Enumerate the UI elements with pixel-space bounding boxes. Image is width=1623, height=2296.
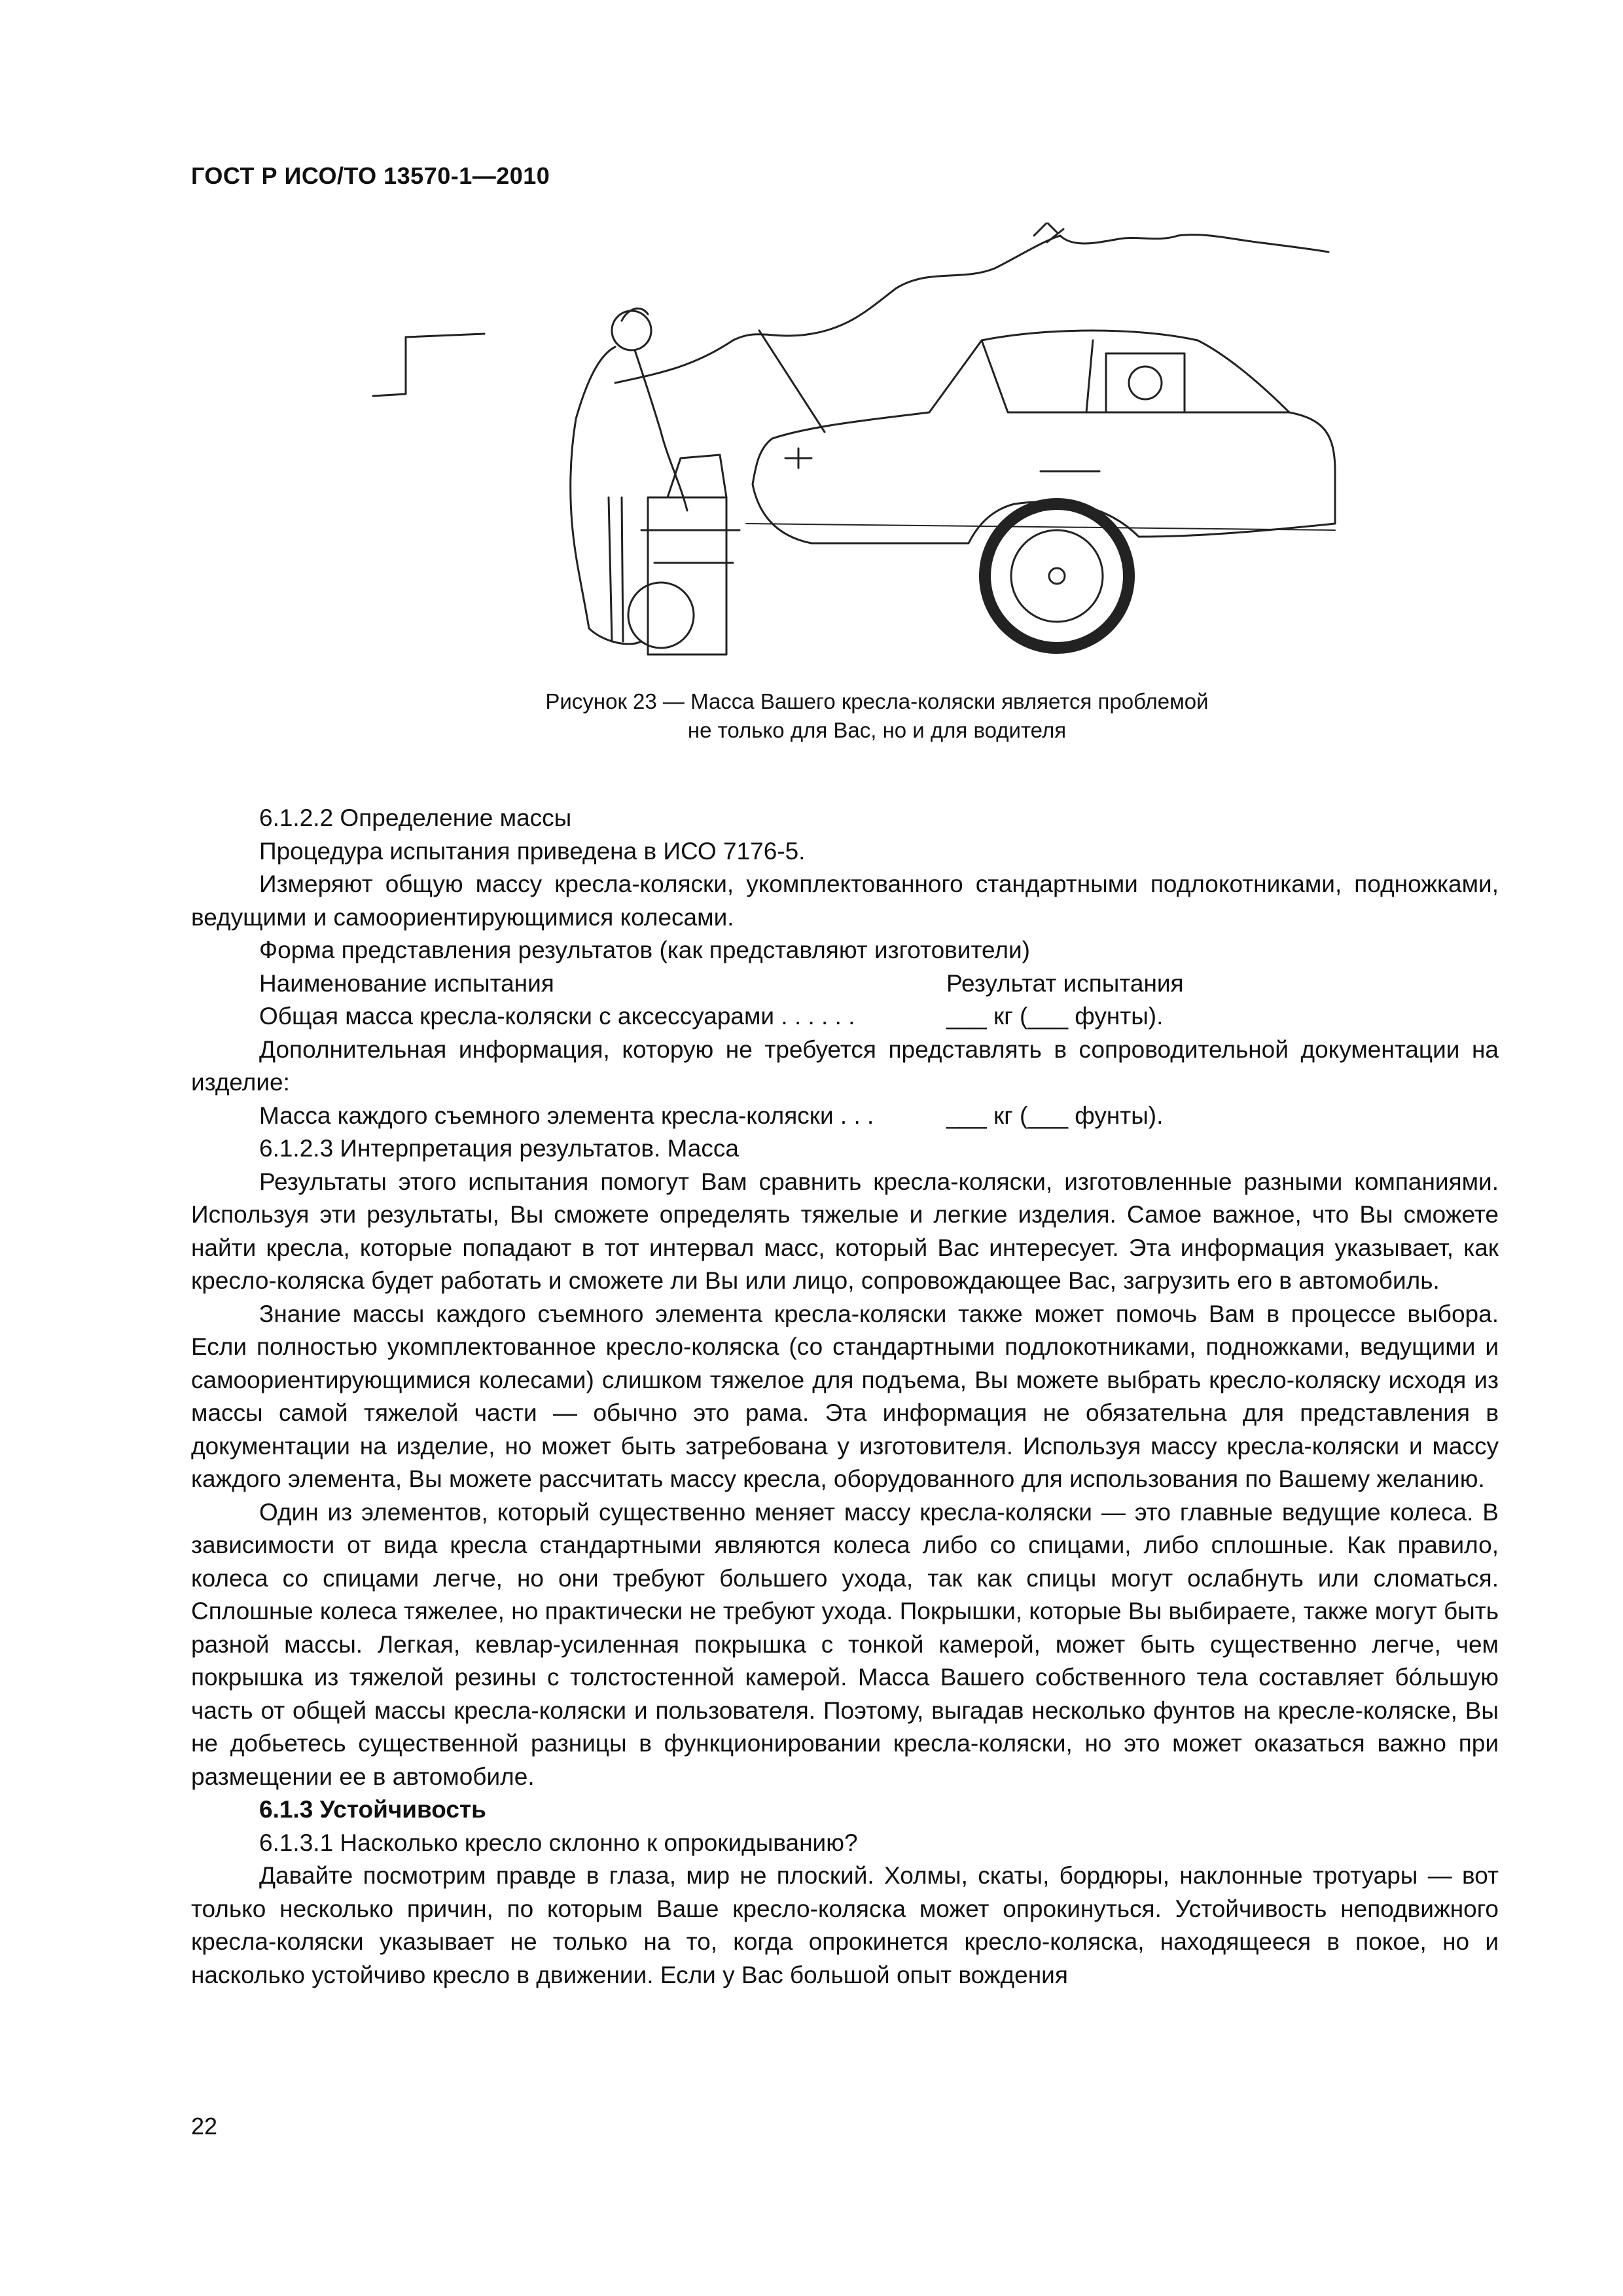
section-613-heading: 6.1.3 Устойчивость <box>259 1796 486 1823</box>
results-row-total-mass <box>191 1000 1499 1033</box>
paragraph: Измеряют общую массу кресла-коляски, укомплектованного стандартными подлокотниками, подножками, ведущими и самоориентирующимися колесами. <box>191 870 1499 931</box>
paragraph: Один из элементов, который существенно меняет массу кресла-коляски — это главные ведущие колеса. В зависимости от вида кресла стандартными являются колеса либо со спицами, либо сплошные. Как правило, колеса со спицами легче, но они требуют большего ухода, так как спицы могут ослабнуть или сломаться. Сплошные колеса тяжелее, но практически не требуют ухода. Покрышки, которые Вы выбираете, также могут быть разной массы. Легкая, кевлар-усиленная покрышка с тонкой камерой, может быть существенно легче, чем покрышка из тяжелой резины с толстостенной камерой. Масса Вашего собственного тела составляет бо́льшую часть от общей массы кресла-коляски и пользователя. Поэтому, выгадав несколько фунтов на кресле-коляске, Вы не добьетесь существенной разницы в функционировании кресла-коляски, но это может оказаться важно при размещении ее в автомобиле. <box>191 1498 1499 1790</box>
row-value: ___ кг (___ фунты). <box>946 1102 1164 1129</box>
section-6131-heading: 6.1.3.1 Насколько кресло склонно к опрокидыванию? <box>259 1829 858 1856</box>
paragraph: Процедура испытания приведена в ИСО 7176-5. <box>259 837 806 865</box>
caption-line-1: Рисунок 23 — Масса Вашего кресла-коляски является проблемой <box>545 689 1209 713</box>
figure-illustration <box>353 223 1400 668</box>
paragraph: Дополнительная информация, которую не требуется представлять в сопроводительной документации на изделие: <box>191 1035 1499 1096</box>
wheelchair-car-drawing <box>353 223 1400 668</box>
column-test-name: Наименование испытания <box>259 969 554 997</box>
main-text <box>191 802 1499 1992</box>
paragraph: Давайте посмотрим правде в глаза, мир не плоский. Холмы, скаты, бордюры, наклонные тротуары — вот только несколько причин, по которым Ваше кресло-коляска может опрокинуться. Устойчивость неподвижного кресла-коляски указывает не только на то, когда опрокинется кресло-коляска, находящееся в покое, но и насколько устойчиво кресло в движении. Если у Вас большой опыт вождения <box>191 1862 1499 1988</box>
figure-caption <box>353 687 1400 745</box>
caption-line-2: не только для Вас, но и для водителя <box>687 718 1067 742</box>
row-value: ___ кг (___ фунты). <box>946 1003 1164 1030</box>
section-6123-heading: 6.1.2.3 Интерпретация результатов. Масса <box>259 1135 739 1162</box>
results-table-header <box>191 967 1499 1001</box>
paragraph: Результаты этого испытания помогут Вам сравнить кресла-коляски, изготовленные разными компаниями. Используя эти результаты, Вы сможете определять тяжелые и легкие изделия. Самое важное, что Вы сможете найти кресла, которые попадают в тот интервал масс, который Вас интересует. Эта информация указывает, как кресло-коляска будет работать и сможете ли Вы или лицо, сопровождающее Вас, загрузить его в автомобиль. <box>191 1168 1499 1294</box>
document-code-header: ГОСТ Р ИСО/ТО 13570-1—2010 <box>191 162 550 189</box>
section-6122-heading: 6.1.2.2 Определение массы <box>259 804 572 831</box>
results-row-element-mass <box>191 1100 1499 1133</box>
paragraph: Форма представления результатов (как представляют изготовители) <box>259 937 1030 963</box>
row-name: Общая масса кресла-коляски с аксессуарами . . . . . . <box>259 1003 855 1030</box>
column-test-result: Результат испытания <box>946 969 1184 997</box>
page-number: 22 <box>191 2113 218 2140</box>
paragraph: Знание массы каждого съемного элемента кресла-коляски также может помочь Вам в процессе выбора. Если полностью укомплектованное кресло-коляска (со стандартными подлокотниками, подножками, ведущими и самоориентирующимися колесами) слишком тяжелое для подъема, Вы можете выбрать кресло-коляску исходя из массы самой тяжелой части — обычно это рама. Эта информация не обязательна для представления в документации на изделие, но может быть затребована у изготовителя. Используя массу кресла-коляски и массу каждого элемента, Вы можете рассчитать массу кресла, оборудованного для использования по Вашему желанию. <box>191 1300 1499 1492</box>
row-name: Масса каждого съемного элемента кресла-коляски . . . <box>259 1102 874 1129</box>
